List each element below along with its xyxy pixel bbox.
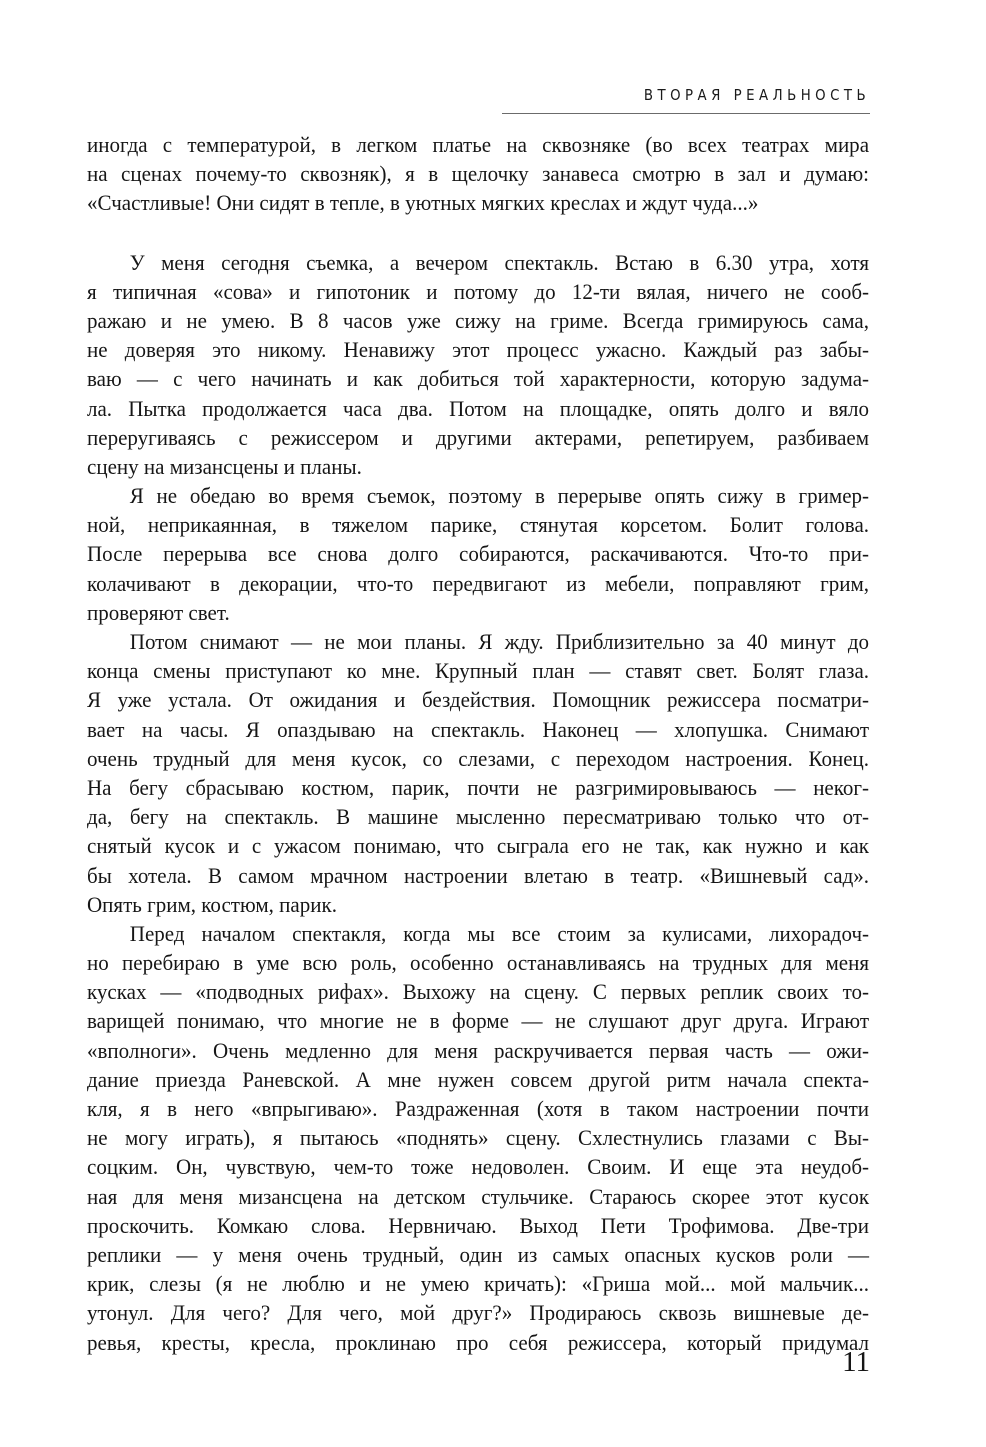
header-rule (502, 113, 870, 114)
text-line: Потом снимают — не мои планы. Я жду. Приблизительно за 40 минут до (129, 629, 870, 654)
body-text (87, 130, 869, 1357)
text-line: Я уже устала. От ожидания и бездействия. Помощник режиссера посматри- (87, 687, 870, 713)
text-line: проверяют свет. (87, 599, 230, 625)
section-break (87, 218, 869, 248)
text-line: Перед началом спектакля, когда мы все стоим за кулисами, лихорадоч- (129, 920, 870, 946)
text-line: ваю — с чего начинать и как добиться той характерности, которую задума- (87, 366, 870, 392)
paragraph (87, 919, 869, 1357)
text-line: крик, слезы (я не люблю и не умею кричать): «Гриша мой... мой мальчик... (87, 1271, 870, 1297)
text-line: кля, я в него «впрыгиваю». Раздраженная (хотя в таком настроении почти (87, 1096, 870, 1121)
text-line: переругиваясь с режиссером и другими актерами, репетируем, разбиваем (87, 424, 870, 450)
paragraph (87, 130, 869, 218)
text-line: очень трудный для меня кусок, со слезами, с переходом настроения. Конец. (87, 745, 870, 771)
text-line: дание приезда Раневской. А мне нужен совсем другой ритм начала спекта- (87, 1066, 870, 1092)
running-head-title: ВТОРАЯ РЕАЛЬНОСТЬ (643, 86, 870, 104)
text-line: ной, неприкаянная, в тяжелом парике, стянутая корсетом. Болит голова. (87, 512, 870, 538)
paragraph (87, 627, 869, 919)
text-line: варищей понимаю, что многие не в форме — не слушают друг друга. Играют (87, 1008, 870, 1034)
text-line: «вполноги». Очень медленно для меня раскручивается первая часть — ожи- (87, 1037, 870, 1063)
text-line: ная для меня мизансцена на детском стульчике. Стараюсь скорее этот кусок (87, 1183, 870, 1209)
text-line: После перерыва все снова долго собираются, раскачиваются. Что-то при- (87, 541, 870, 567)
paragraph (87, 248, 869, 482)
text-line: конца смены приступают ко мне. Крупный план — ставят свет. Болят глаза. (87, 658, 870, 684)
text-line: У меня сегодня съемка, а вечером спектакль. Встаю в 6.30 утра, хотя (129, 249, 870, 275)
text-line: не доверяя это никому. Ненавижу этот процесс ужасно. Каждый раз забы- (87, 337, 870, 363)
text-line: утонул. Для чего? Для чего, мой друг?» Продираюсь сквозь вишневые де- (87, 1300, 870, 1326)
text-line: На бегу сбрасываю костюм, парик, почти не разгримировываюсь — неког- (87, 774, 870, 800)
text-line: Я не обедаю во время съемок, поэтому в перерыве опять сижу в гример- (129, 483, 870, 509)
text-line: не могу играть), я пытаюсь «поднять» сцену. Схлестнулись глазами с Вы- (87, 1125, 870, 1151)
text-line: но перебираю в уме всю роль, особенно останавливаясь на трудных для меня (87, 950, 870, 976)
text-line: «Счастливые! Они сидят в тепле, в уютных мягких креслах и ждут чуда...» (87, 190, 759, 216)
paragraph (87, 481, 869, 627)
text-line: сцену на мизансцены и планы. (87, 453, 362, 479)
text-line: снятый кусок и с ужасом понимаю, что сыграла его не так, как нужно и как (87, 833, 870, 859)
text-line: ревья, кресты, кресла, проклинаю про себя режиссера, который придумал (87, 1329, 870, 1355)
text-line: вает на часы. Я опаздываю на спектакль. Наконец — хлопушка. Снимают (87, 716, 870, 742)
text-line: соцким. Он, чувствую, чем-то тоже недоволен. Своим. И еще эта неудоб- (87, 1154, 870, 1180)
text-line: на сценах почему-то сквозняк), я в щелочку занавеса смотрю в зал и думаю: (87, 161, 870, 187)
text-line: ражаю и не умею. В 8 часов уже сижу на гриме. Всегда гримируюсь сама, (87, 307, 870, 333)
text-line: проскочить. Комкаю слова. Нервничаю. Выход Пети Трофимова. Две-три (87, 1212, 870, 1238)
text-line: Опять грим, костюм, парик. (87, 891, 337, 917)
text-line: колачивают в декорации, что-то передвигают из мебели, поправляют грим, (87, 570, 870, 596)
text-line: я типичная «сова» и гипотоник и потому до 12-ти вялая, ничего не сооб- (87, 278, 870, 304)
text-line: ла. Пытка продолжается часа два. Потом на площадке, опять долго и вяло (87, 395, 870, 421)
text-line: бы хотела. В самом мрачном настроении влетаю в театр. «Вишневый сад». (87, 862, 870, 888)
text-line: да, бегу на спектакль. В машине мысленно пересматриваю только что от- (87, 804, 870, 830)
text-line: реплики — у меня очень трудный, один из самых опасных кусков роли — (87, 1241, 870, 1267)
text-line: иногда с температурой, в легком платье на сквозняке (во всех театрах мира (87, 132, 870, 157)
text-line: кусках — «подводных рифах». Выхожу на сцену. С первых реплик своих то- (87, 979, 870, 1005)
page-number: 11 (842, 1346, 870, 1378)
